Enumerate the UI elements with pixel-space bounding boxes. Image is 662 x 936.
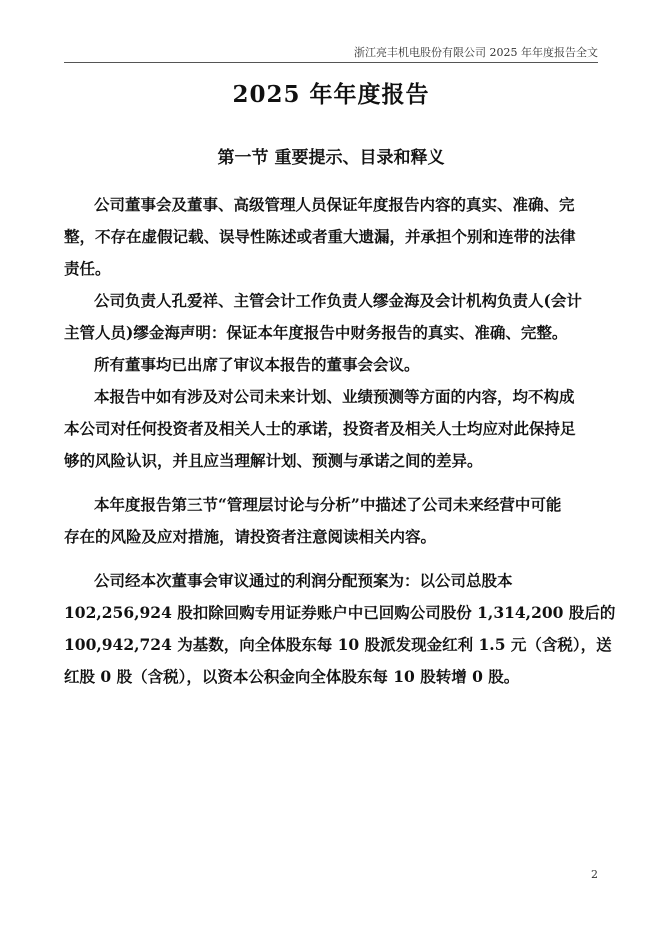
report-title: 2025 年年度报告 [232,81,430,108]
header-rule [64,62,598,63]
text-line: 公司董事会及董事、高级管理人员保证年度报告内容的真实、准确、完 [94,195,575,214]
text-line: 够的风险认识，并且应当理解计划、预测与承诺之间的差异。 [64,451,483,470]
text-line: 责任。 [64,259,111,278]
text-line: 本年度报告第三节“管理层讨论与分析”中描述了公司未来经营中可能 [94,495,562,514]
page-header: 浙江亮丰机电股份有限公司 2025 年年度报告全文 [354,46,598,59]
section-title: 第一节 重要提示、目录和释义 [217,148,445,168]
text-line: 红股 0 股（含税），以资本公积金向全体股东每 10 股转增 0 股。 [64,667,520,686]
text-line: 整，不存在虚假记载、误导性陈述或者重大遗漏，并承担个别和连带的法律 [64,227,576,246]
text-line: 公司负责人孔爱祥、主管会计工作负责人缪金海及会计机构负责人(会计 [94,291,582,310]
text-line: 存在的风险及应对措施，请投资者注意阅读相关内容。 [64,527,437,546]
text-line: 主管人员)缪金海声明：保证本年度报告中财务报告的真实、准确、完整。 [64,323,568,342]
text-line: 本报告中如有涉及对公司未来计划、业绩预测等方面的内容，均不构成 [94,387,575,406]
text-line: 所有董事均已出席了审议本报告的董事会会议。 [94,355,420,374]
text-line: 102,256,924 股扣除回购专用证券账户中已回购公司股份 1,314,200 股后的 [64,603,616,622]
text-line: 本公司对任何投资者及相关人士的承诺，投资者及相关人士均应对此保持足 [64,419,576,438]
page-number: 2 [591,868,598,881]
text-line: 100,942,724 为基数，向全体股东每 10 股派发现金红利 1.5 元（含税），送 [64,635,612,654]
text-line: 公司经本次董事会审议通过的利润分配预案为：以公司总股本 [94,571,513,590]
